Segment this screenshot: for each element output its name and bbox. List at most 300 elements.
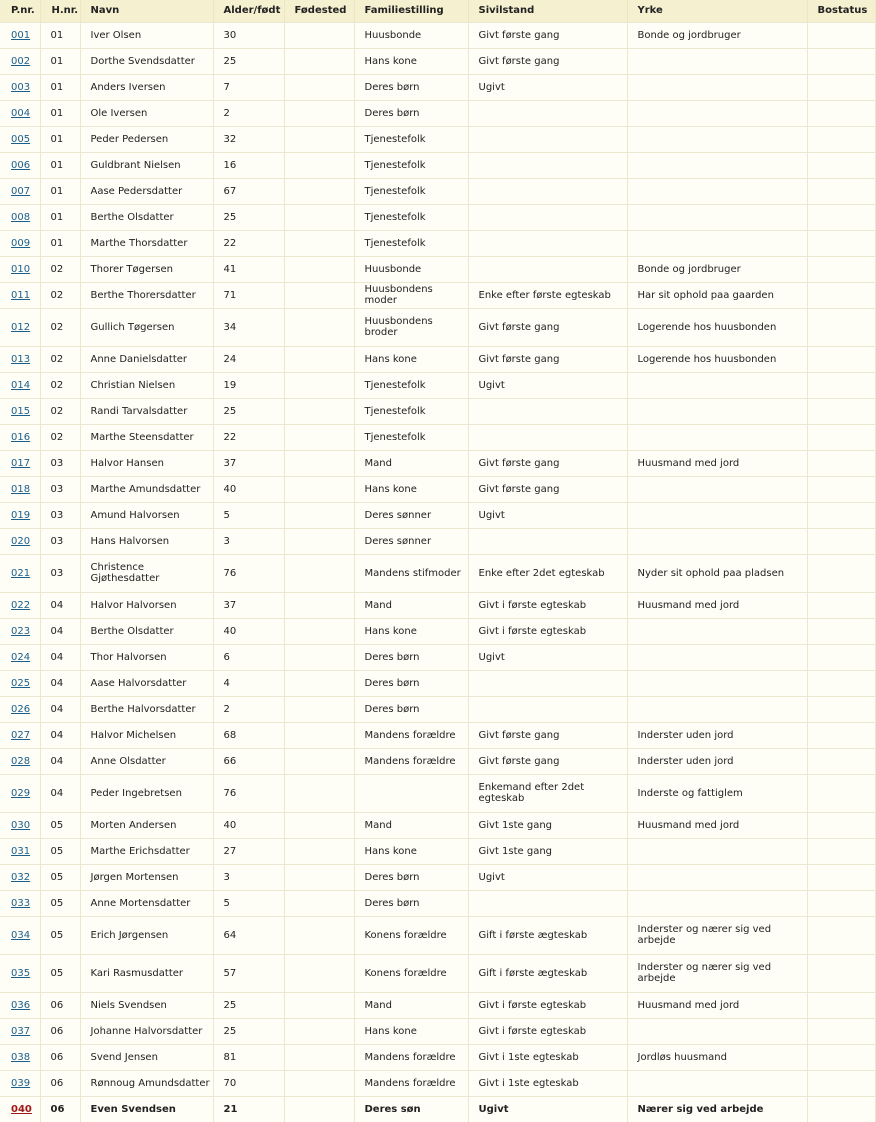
cell-alder: 25 (213, 992, 284, 1018)
table-row (0, 424, 875, 450)
table-body (0, 22, 875, 1122)
cell-hnr: 04 (40, 670, 80, 696)
cell-pnr (0, 954, 40, 992)
cell-sivilstand: Givt første gang (468, 476, 627, 502)
cell-hnr: 05 (40, 916, 80, 954)
cell-pnr (0, 152, 40, 178)
cell-bostatus (807, 864, 875, 890)
cell-fodested (284, 308, 354, 346)
cell-bostatus (807, 992, 875, 1018)
cell-pnr (0, 1044, 40, 1070)
cell-yrke: Inderster uden jord (627, 722, 807, 748)
cell-familiestilling: Mandens forældre (354, 1044, 468, 1070)
cell-sivilstand: Ugivt (468, 644, 627, 670)
cell-alder: 21 (213, 1096, 284, 1122)
cell-navn: Halvor Halvorsen (80, 592, 213, 618)
person-number-link[interactable]: 008 (11, 211, 31, 223)
cell-alder: 22 (213, 424, 284, 450)
cell-navn: Kari Rasmusdatter (80, 954, 213, 992)
header-navn: Navn (80, 0, 213, 22)
header-yrke: Yrke (627, 0, 807, 22)
table-row (0, 372, 875, 398)
cell-fodested (284, 670, 354, 696)
person-number-link[interactable]: 017 (11, 457, 31, 469)
person-number-link[interactable]: 001 (11, 29, 31, 41)
cell-familiestilling: Deres børn (354, 100, 468, 126)
person-number-link[interactable]: 024 (11, 651, 31, 663)
cell-bostatus (807, 22, 875, 48)
cell-navn: Iver Olsen (80, 22, 213, 48)
cell-bostatus (807, 916, 875, 954)
cell-alder: 3 (213, 528, 284, 554)
cell-fodested (284, 696, 354, 722)
cell-familiestilling: Konens forældre (354, 916, 468, 954)
cell-alder: 7 (213, 74, 284, 100)
cell-alder: 37 (213, 450, 284, 476)
cell-hnr: 02 (40, 346, 80, 372)
cell-yrke (627, 100, 807, 126)
cell-bostatus (807, 696, 875, 722)
cell-navn: Gullich Tøgersen (80, 308, 213, 346)
person-number-link[interactable]: 014 (11, 379, 31, 391)
table-row (0, 1044, 875, 1070)
cell-bostatus (807, 592, 875, 618)
cell-navn: Berthe Olsdatter (80, 618, 213, 644)
cell-fodested (284, 1018, 354, 1044)
cell-pnr (0, 916, 40, 954)
person-number-link[interactable]: 015 (11, 405, 31, 417)
table-row (0, 954, 875, 992)
cell-alder: 66 (213, 748, 284, 774)
cell-alder: 81 (213, 1044, 284, 1070)
cell-sivilstand: Ugivt (468, 372, 627, 398)
person-number-link[interactable]: 040 (11, 1103, 32, 1115)
cell-sivilstand: Givt første gang (468, 722, 627, 748)
table-row (0, 528, 875, 554)
cell-navn: Jørgen Mortensen (80, 864, 213, 890)
cell-familiestilling: Deres børn (354, 670, 468, 696)
cell-navn: Ole Iversen (80, 100, 213, 126)
cell-yrke: Inderster og nærer sig ved arbejde (627, 916, 807, 954)
header-fodested: Fødested (284, 0, 354, 22)
cell-hnr: 01 (40, 152, 80, 178)
cell-familiestilling: Mand (354, 812, 468, 838)
cell-pnr (0, 126, 40, 152)
person-number-link[interactable]: 004 (11, 107, 31, 119)
cell-hnr: 04 (40, 774, 80, 812)
table-row (0, 1018, 875, 1044)
cell-yrke: Inderster og nærer sig ved arbejde (627, 954, 807, 992)
cell-yrke (627, 48, 807, 74)
person-number-link[interactable]: 037 (11, 1025, 31, 1037)
cell-hnr: 04 (40, 592, 80, 618)
table-row (0, 670, 875, 696)
person-number-link[interactable]: 036 (11, 999, 31, 1011)
cell-hnr: 04 (40, 644, 80, 670)
cell-hnr: 06 (40, 1096, 80, 1122)
cell-alder: 67 (213, 178, 284, 204)
cell-alder: 37 (213, 592, 284, 618)
table-row (0, 308, 875, 346)
person-number-link[interactable]: 026 (11, 703, 31, 715)
person-number-link[interactable]: 012 (11, 321, 31, 333)
person-number-link[interactable]: 007 (11, 185, 31, 197)
header-bostatus: Bostatus (807, 0, 875, 22)
cell-fodested (284, 126, 354, 152)
cell-yrke: Har sit ophold paa gaarden (627, 282, 807, 308)
table-row (0, 722, 875, 748)
cell-hnr: 03 (40, 554, 80, 592)
cell-pnr (0, 372, 40, 398)
cell-familiestilling: Deres sønner (354, 502, 468, 528)
cell-sivilstand: Givt i første egteskab (468, 592, 627, 618)
cell-alder: 5 (213, 502, 284, 528)
cell-hnr: 01 (40, 230, 80, 256)
header-familiestilling: Familiestilling (354, 0, 468, 22)
cell-bostatus (807, 1018, 875, 1044)
cell-bostatus (807, 256, 875, 282)
cell-familiestilling: Deres sønner (354, 528, 468, 554)
cell-bostatus (807, 48, 875, 74)
table-row (0, 992, 875, 1018)
header-row (0, 0, 875, 22)
cell-yrke: Bonde og jordbruger (627, 22, 807, 48)
cell-fodested (284, 100, 354, 126)
cell-yrke (627, 424, 807, 450)
person-number-link[interactable]: 016 (11, 431, 31, 443)
cell-fodested (284, 722, 354, 748)
cell-sivilstand: Gift i første ægteskab (468, 954, 627, 992)
cell-pnr (0, 890, 40, 916)
table-row (0, 774, 875, 812)
cell-sivilstand: Givt i første egteskab (468, 618, 627, 644)
cell-hnr: 05 (40, 954, 80, 992)
table-row (0, 916, 875, 954)
cell-familiestilling: Huusbonde (354, 256, 468, 282)
person-number-link[interactable]: 011 (11, 289, 31, 301)
cell-hnr: 04 (40, 618, 80, 644)
cell-sivilstand: Givt i 1ste egteskab (468, 1070, 627, 1096)
table-row (0, 126, 875, 152)
cell-fodested (284, 890, 354, 916)
cell-pnr (0, 838, 40, 864)
cell-bostatus (807, 528, 875, 554)
cell-navn: Even Svendsen (80, 1096, 213, 1122)
cell-yrke (627, 74, 807, 100)
cell-familiestilling: Tjenestefolk (354, 372, 468, 398)
cell-yrke: Huusmand med jord (627, 450, 807, 476)
table-row (0, 696, 875, 722)
cell-yrke: Inderster uden jord (627, 748, 807, 774)
cell-pnr (0, 1096, 40, 1122)
cell-sivilstand: Givt første gang (468, 48, 627, 74)
cell-bostatus (807, 178, 875, 204)
cell-pnr (0, 346, 40, 372)
person-number-link[interactable]: 038 (11, 1051, 31, 1063)
cell-alder: 2 (213, 696, 284, 722)
person-number-link[interactable]: 033 (11, 897, 31, 909)
person-number-link[interactable]: 039 (11, 1077, 31, 1089)
table-row (0, 398, 875, 424)
cell-fodested (284, 152, 354, 178)
cell-fodested (284, 1070, 354, 1096)
cell-yrke (627, 838, 807, 864)
cell-alder: 25 (213, 48, 284, 74)
cell-fodested (284, 1044, 354, 1070)
cell-navn: Marthe Amundsdatter (80, 476, 213, 502)
person-number-link[interactable]: 005 (11, 133, 31, 145)
cell-bostatus (807, 424, 875, 450)
cell-yrke: Huusmand med jord (627, 992, 807, 1018)
cell-sivilstand: Givt i første egteskab (468, 1018, 627, 1044)
cell-sivilstand: Givt første gang (468, 22, 627, 48)
table-row (0, 1070, 875, 1096)
cell-hnr: 02 (40, 256, 80, 282)
cell-familiestilling: Tjenestefolk (354, 398, 468, 424)
person-number-link[interactable]: 003 (11, 81, 31, 93)
cell-navn: Thorer Tøgersen (80, 256, 213, 282)
table-row (0, 346, 875, 372)
cell-familiestilling: Deres søn (354, 1096, 468, 1122)
cell-bostatus (807, 204, 875, 230)
table-row (0, 152, 875, 178)
cell-fodested (284, 476, 354, 502)
person-number-link[interactable]: 010 (11, 263, 31, 275)
cell-sivilstand: Enkemand efter 2det egteskab (468, 774, 627, 812)
cell-pnr (0, 992, 40, 1018)
cell-hnr: 06 (40, 1044, 80, 1070)
cell-navn: Dorthe Svendsdatter (80, 48, 213, 74)
cell-pnr (0, 178, 40, 204)
table-row (0, 554, 875, 592)
cell-pnr (0, 812, 40, 838)
cell-hnr: 02 (40, 282, 80, 308)
cell-pnr (0, 592, 40, 618)
cell-fodested (284, 748, 354, 774)
cell-bostatus (807, 308, 875, 346)
cell-sivilstand: Givt i 1ste egteskab (468, 1044, 627, 1070)
cell-sivilstand: Enke efter 2det egteskab (468, 554, 627, 592)
cell-hnr: 03 (40, 450, 80, 476)
table-row (0, 282, 875, 308)
cell-yrke (627, 1070, 807, 1096)
cell-yrke (627, 890, 807, 916)
cell-pnr (0, 398, 40, 424)
cell-sivilstand: Givt 1ste gang (468, 838, 627, 864)
person-number-link[interactable]: 018 (11, 483, 31, 495)
cell-navn: Anne Olsdatter (80, 748, 213, 774)
cell-fodested (284, 618, 354, 644)
cell-familiestilling: Mand (354, 992, 468, 1018)
cell-fodested (284, 812, 354, 838)
cell-navn: Rønnoug Amundsdatter (80, 1070, 213, 1096)
cell-alder: 24 (213, 346, 284, 372)
cell-fodested (284, 230, 354, 256)
cell-pnr (0, 450, 40, 476)
table-row (0, 22, 875, 48)
cell-pnr (0, 748, 40, 774)
cell-navn: Christian Nielsen (80, 372, 213, 398)
cell-yrke: Nyder sit ophold paa pladsen (627, 554, 807, 592)
cell-navn: Anne Danielsdatter (80, 346, 213, 372)
person-number-link[interactable]: 020 (11, 535, 31, 547)
cell-sivilstand (468, 670, 627, 696)
person-number-link[interactable]: 035 (11, 967, 31, 979)
person-number-link[interactable]: 028 (11, 755, 31, 767)
cell-hnr: 02 (40, 372, 80, 398)
cell-familiestilling: Hans kone (354, 618, 468, 644)
cell-hnr: 04 (40, 748, 80, 774)
cell-sivilstand: Enke efter første egteskab (468, 282, 627, 308)
person-number-link[interactable]: 030 (11, 819, 31, 831)
cell-sivilstand: Givt i første egteskab (468, 992, 627, 1018)
cell-navn: Peder Ingebretsen (80, 774, 213, 812)
cell-fodested (284, 48, 354, 74)
cell-sivilstand (468, 696, 627, 722)
cell-bostatus (807, 748, 875, 774)
person-number-link[interactable]: 002 (11, 55, 31, 67)
cell-hnr: 06 (40, 992, 80, 1018)
table-row (0, 644, 875, 670)
cell-bostatus (807, 812, 875, 838)
cell-fodested (284, 864, 354, 890)
table-row (0, 890, 875, 916)
cell-pnr (0, 424, 40, 450)
cell-familiestilling: Hans kone (354, 346, 468, 372)
cell-fodested (284, 992, 354, 1018)
cell-bostatus (807, 1044, 875, 1070)
cell-familiestilling: Huusbondens moder (354, 282, 468, 308)
cell-navn: Anne Mortensdatter (80, 890, 213, 916)
person-number-link[interactable]: 022 (11, 599, 31, 611)
cell-navn: Berthe Olsdatter (80, 204, 213, 230)
cell-sivilstand: Ugivt (468, 74, 627, 100)
cell-hnr: 03 (40, 476, 80, 502)
cell-hnr: 03 (40, 502, 80, 528)
cell-yrke (627, 644, 807, 670)
cell-familiestilling: Tjenestefolk (354, 152, 468, 178)
cell-pnr (0, 1018, 40, 1044)
cell-hnr: 01 (40, 74, 80, 100)
cell-yrke (627, 476, 807, 502)
cell-navn: Anders Iversen (80, 74, 213, 100)
cell-hnr: 04 (40, 722, 80, 748)
cell-yrke (627, 152, 807, 178)
cell-alder: 70 (213, 1070, 284, 1096)
table-row (0, 178, 875, 204)
cell-alder: 40 (213, 812, 284, 838)
person-number-link[interactable]: 006 (11, 159, 31, 171)
cell-pnr (0, 670, 40, 696)
person-number-link[interactable]: 025 (11, 677, 31, 689)
table-row (0, 256, 875, 282)
cell-sivilstand (468, 230, 627, 256)
cell-hnr: 05 (40, 838, 80, 864)
cell-alder: 6 (213, 644, 284, 670)
person-number-link[interactable]: 031 (11, 845, 31, 857)
cell-bostatus (807, 282, 875, 308)
cell-fodested (284, 554, 354, 592)
cell-navn: Marthe Erichsdatter (80, 838, 213, 864)
cell-pnr (0, 100, 40, 126)
cell-alder: 76 (213, 554, 284, 592)
cell-fodested (284, 204, 354, 230)
cell-bostatus (807, 74, 875, 100)
person-number-link[interactable]: 029 (11, 787, 31, 799)
cell-familiestilling: Huusbondens broder (354, 308, 468, 346)
cell-sivilstand: Ugivt (468, 1096, 627, 1122)
cell-hnr: 01 (40, 204, 80, 230)
cell-bostatus (807, 774, 875, 812)
cell-alder: 30 (213, 22, 284, 48)
person-number-link[interactable]: 013 (11, 353, 31, 365)
cell-navn: Berthe Thorersdatter (80, 282, 213, 308)
person-number-link[interactable]: 023 (11, 625, 31, 637)
person-number-link[interactable]: 032 (11, 871, 31, 883)
header-pnr: P.nr. (0, 0, 40, 22)
cell-fodested (284, 528, 354, 554)
cell-pnr (0, 476, 40, 502)
cell-fodested (284, 398, 354, 424)
cell-alder: 25 (213, 1018, 284, 1044)
cell-yrke (627, 528, 807, 554)
cell-yrke (627, 178, 807, 204)
cell-yrke (627, 126, 807, 152)
table-row (0, 74, 875, 100)
cell-navn: Christence Gjøthesdatter (80, 554, 213, 592)
cell-fodested (284, 424, 354, 450)
cell-familiestilling: Mandens forældre (354, 1070, 468, 1096)
cell-pnr (0, 256, 40, 282)
table-row (0, 100, 875, 126)
person-number-link[interactable]: 021 (11, 567, 31, 579)
cell-alder: 4 (213, 670, 284, 696)
cell-pnr (0, 696, 40, 722)
cell-navn: Aase Halvorsdatter (80, 670, 213, 696)
cell-bostatus (807, 1096, 875, 1122)
cell-familiestilling (354, 774, 468, 812)
table-row (0, 864, 875, 890)
cell-yrke: Huusmand med jord (627, 592, 807, 618)
cell-alder: 22 (213, 230, 284, 256)
cell-sivilstand: Givt første gang (468, 748, 627, 774)
person-number-link[interactable]: 019 (11, 509, 31, 521)
cell-pnr (0, 554, 40, 592)
cell-pnr (0, 230, 40, 256)
cell-bostatus (807, 670, 875, 696)
person-number-link[interactable]: 034 (11, 929, 31, 941)
cell-sivilstand (468, 152, 627, 178)
cell-pnr (0, 502, 40, 528)
cell-yrke (627, 502, 807, 528)
person-number-link[interactable]: 009 (11, 237, 31, 249)
cell-fodested (284, 774, 354, 812)
cell-pnr (0, 48, 40, 74)
person-number-link[interactable]: 027 (11, 729, 31, 741)
cell-familiestilling: Hans kone (354, 48, 468, 74)
cell-bostatus (807, 398, 875, 424)
cell-familiestilling: Konens forældre (354, 954, 468, 992)
cell-fodested (284, 22, 354, 48)
cell-bostatus (807, 100, 875, 126)
cell-sivilstand (468, 178, 627, 204)
cell-familiestilling: Tjenestefolk (354, 126, 468, 152)
cell-fodested (284, 644, 354, 670)
table-row (0, 476, 875, 502)
cell-familiestilling: Deres børn (354, 890, 468, 916)
cell-familiestilling: Deres børn (354, 644, 468, 670)
cell-yrke (627, 204, 807, 230)
